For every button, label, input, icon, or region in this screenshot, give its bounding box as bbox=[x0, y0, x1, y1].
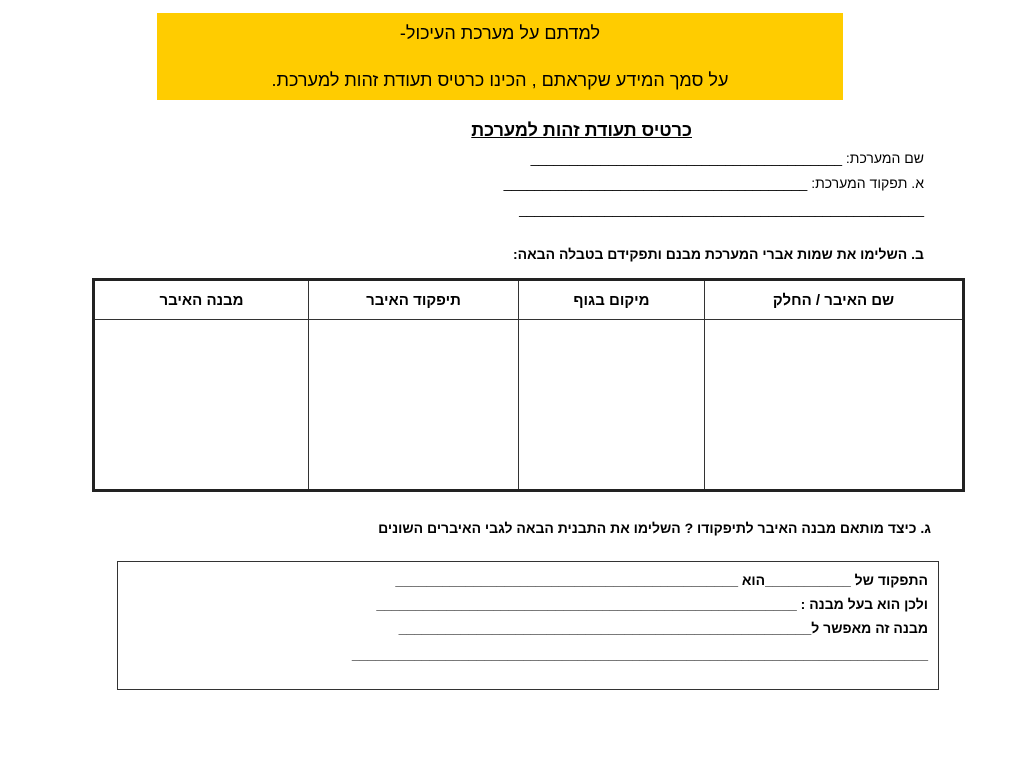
cell-structure[interactable] bbox=[94, 320, 309, 491]
header-function: תיפקוד האיבר bbox=[309, 280, 519, 320]
section-g-question: ג. כיצד מותאם מבנה האיבר לתיפקודו ? השלימו את התבנית הבאה לגבי האיברים השונים bbox=[378, 520, 931, 536]
cell-location[interactable] bbox=[519, 320, 705, 491]
template-line-3[interactable]: מבנה זה מאפשר ל_____________________________________________________ bbox=[398, 620, 928, 636]
template-line-1[interactable]: התפקוד של ___________הוא ____________________________________________ bbox=[395, 572, 928, 588]
system-role-field[interactable]: א. תפקוד המערכת: _______________________________________ bbox=[503, 175, 924, 191]
card-title: כרטיס תעודת זהות למערכת bbox=[471, 120, 692, 140]
header-location: מיקום בגוף bbox=[519, 280, 705, 320]
section-b-instruction: ב. השלימו את שמות אברי המערכת מבנם ותפקידם בטבלה הבאה: bbox=[512, 246, 924, 262]
table-header-row bbox=[94, 280, 964, 320]
organs-table bbox=[92, 278, 965, 492]
table-row bbox=[94, 320, 964, 491]
template-line-4[interactable]: __________________________________________________________________________ bbox=[351, 646, 928, 662]
template-line-2[interactable]: ולכן הוא בעל מבנה : ______________________________________________________ bbox=[376, 596, 928, 612]
structure-function-template bbox=[117, 561, 939, 690]
header-organ-name: שם האיבר / החלק bbox=[705, 280, 964, 320]
banner-line-2: על סמך המידע שקראתם , הכינו כרטיס תעודת זהות למערכת. bbox=[271, 70, 729, 90]
system-name-field[interactable]: שם המערכת: ________________________________________ bbox=[530, 150, 924, 166]
banner-line-1: למדתם על מערכת העיכול- bbox=[399, 23, 601, 43]
system-role-extra-line[interactable]: ____________________________________________________ bbox=[519, 201, 924, 217]
cell-organ-name[interactable] bbox=[705, 320, 964, 491]
header-structure: מבנה האיבר bbox=[94, 280, 309, 320]
cell-function[interactable] bbox=[309, 320, 519, 491]
instruction-banner bbox=[157, 13, 843, 100]
